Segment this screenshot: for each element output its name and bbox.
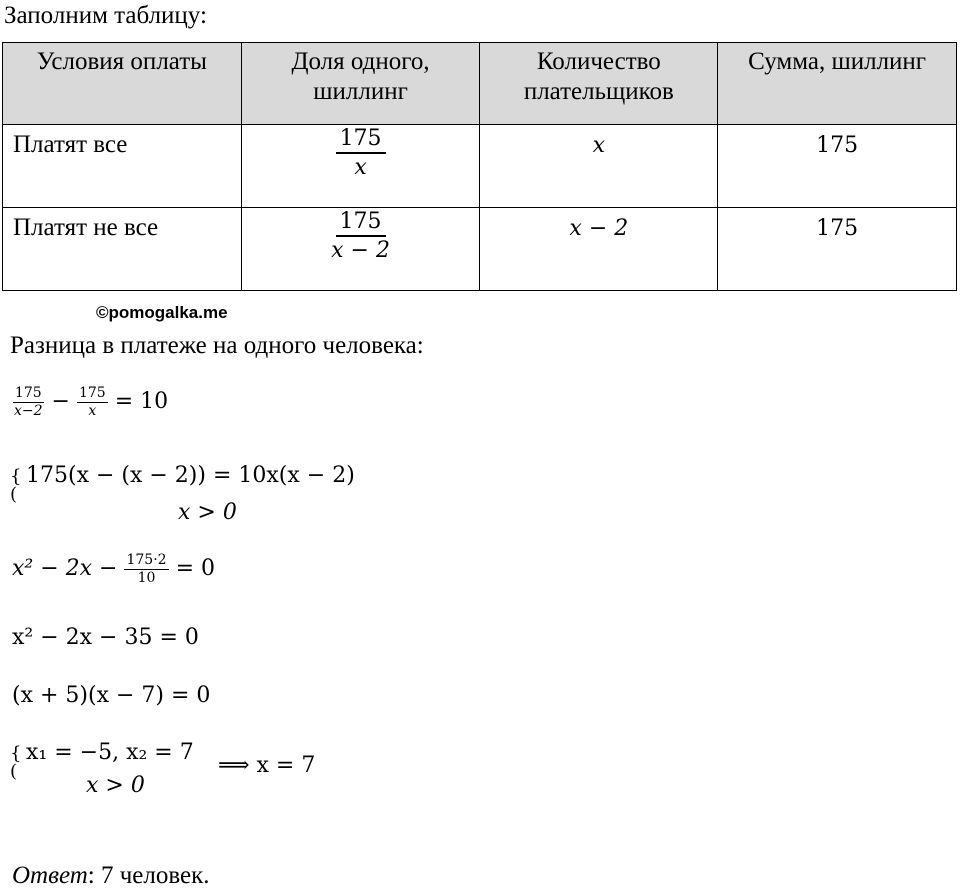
header-cell [3,43,242,125]
fraction-2 [77,386,108,418]
equation-factored: (x + 5)(x − 7) = 0 [12,683,211,708]
equation-quadratic: x² − 2x − 35 = 0 [12,625,199,650]
system1-line1: 175(x − (x − 2)) = 10x(x − 2) [26,463,355,488]
intro-text: Заполним таблицу: [4,2,207,29]
difference-heading: Разница в платеже на одного человека: [10,332,424,359]
system2-line1: x₁ = −5, x₂ = 7 [26,740,194,765]
equation-rhs: = 10 [114,389,169,415]
fraction-numerator: 175 [14,385,42,401]
header-cell [241,43,480,125]
fraction-3 [124,553,168,585]
equation-difference [12,386,168,418]
equation-quadratic-expanded [12,553,215,585]
fraction-numerator: 175 [78,385,106,401]
condition-cell: Платят не все [3,208,242,291]
payment-table [2,42,957,291]
system1-line2: x > 0 [178,500,237,525]
share-fraction [327,210,394,262]
sum-cell: 175 [718,208,957,291]
count-cell: x [480,125,718,208]
table-header-row [3,43,957,125]
fraction-denominator: 10 [137,569,156,586]
answer-text: : 7 человек. [87,862,210,889]
system2-line2: x > 0 [86,773,145,798]
share-denominator: x − 2 [331,238,390,264]
share-cell [241,208,480,291]
sum-cell: 175 [718,125,957,208]
minus-sign: − [51,389,70,415]
table-row [3,125,957,208]
header-share: Доля одного, шиллинг [291,48,430,105]
answer-label: Ответ [12,862,88,889]
fraction-numerator: 175·2 [126,552,167,568]
system2-result: ⟹ x = 7 [218,753,316,778]
watermark: ©pomogalka.me [96,303,228,322]
share-numerator: 175 [336,127,386,154]
brace-icon: { ( [10,466,22,505]
brace-icon: { ( [10,743,22,782]
fraction-1 [12,386,45,418]
header-cell [718,43,957,125]
fraction-denominator: x−2 [14,402,43,419]
header-count: Количество плательщиков [523,48,674,105]
count-cell: x − 2 [480,208,718,291]
equation-right: = 0 [175,556,216,582]
share-denominator: x [354,155,367,181]
share-numerator: 175 [336,210,386,237]
fraction-denominator: x [88,402,97,419]
answer-line [12,862,210,890]
share-cell [241,125,480,208]
share-fraction [336,127,386,179]
table-row [3,208,957,291]
header-conditions: Условия оплаты [36,48,207,75]
equation-left: x² − 2x − [12,556,118,582]
header-cell [480,43,718,125]
header-sum: Сумма, шиллинг [748,48,927,75]
condition-cell: Платят все [3,125,242,208]
